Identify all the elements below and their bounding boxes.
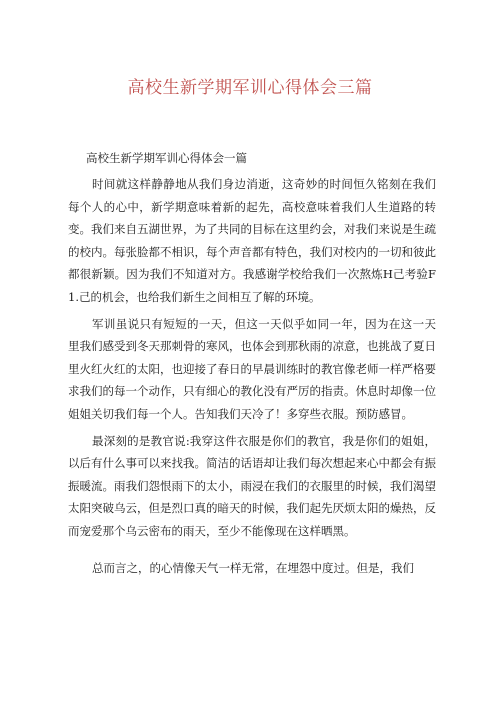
document-title: 高校生新学期军训心得体会三篇 bbox=[127, 78, 373, 98]
paragraph-3: 最深刻的是教官说:我穿这件衣服是你们的教官，我是你们的姐姐，以后有什么事可以来找我。简洁的话语却让我们每次想起来心中都会有振振暖流。雨我们怨恨雨下的太小，雨浸在我们的衣服里的时候，我们渴望太阳突破乌云，但是烈口真的暗天的时候，我们起先厌烦太阳的燥热，反而宠爱那个乌云密布的雨天，至少不能像现在这样晒黑。 bbox=[68, 433, 436, 538]
document-body bbox=[68, 147, 436, 583]
paragraph-4: 总而言之，的心情像天气一样无常，在埋怨中度过。但是，我们 bbox=[92, 560, 414, 575]
document-subtitle: 高校生新学期军训心得体会一篇 bbox=[86, 151, 247, 165]
paragraph-2: 军训虽说只有短短的一天，但这一天似乎如同一年，因为在这一天里我们感受到冬天那刺骨的寒风，也体会到那秋雨的凉意，也挑战了夏日里火红火红的太阳，也迎接了春日的早晨训练时的教官像老师一样严格要求我们的每一个动作，只有细心的教化没有严厉的指责。休息时却像一位姐姐关切我们每一个人。告知我们天冷了！多穿些衣服。预防感冒。 bbox=[68, 316, 436, 421]
paragraph-1: 时间就这样静静地从我们身边消逝，这奇妙的时间恒久铭刻在我们每个人的心中，新学期意味着新的起先，高校意味着我们人生道路的转变。我们来自五湖世界，为了共同的目标在这里约会，对我们来说是生疏的校内。每张脸都不相识，每个声音都有特色，我们对校内的一切和彼此都很新颖。因为我们不知道对方。我感谢学校给我们一次熬炼H己考验F1.己的机会，也给我们新生之间相互了解的环境。 bbox=[68, 177, 436, 304]
